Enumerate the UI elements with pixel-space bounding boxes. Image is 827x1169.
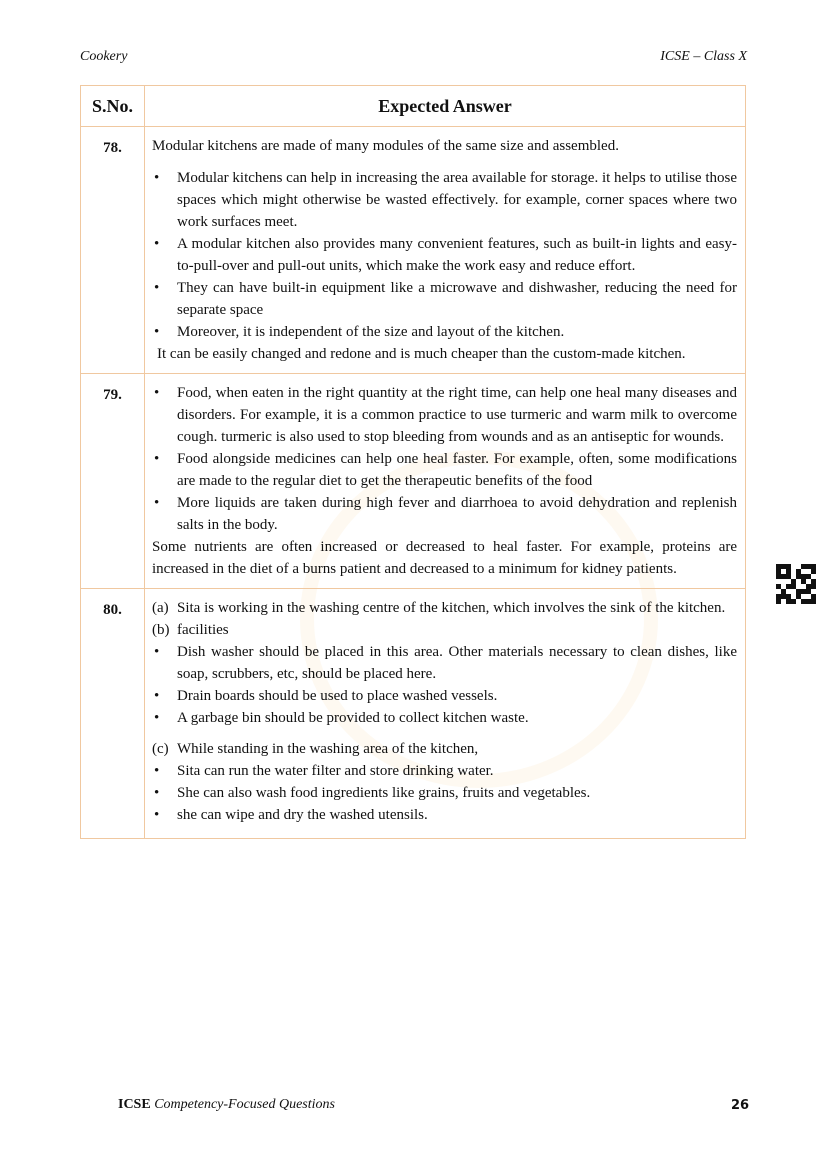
answer-table <box>80 85 746 839</box>
running-header-subject: Cookery <box>80 49 128 64</box>
list-item: • Food, when eaten in the right quantity at the right time, can help one heal many diseases and disorders. For example, it is a common practice to use turmeric and warm milk to overcome cough. turmeric is also used to stop bleeding from wounds and as an antiseptic for wounds. <box>152 382 737 448</box>
list-item: • Moreover, it is independent of the size and layout of the kitchen. <box>152 321 737 343</box>
part-c <box>152 738 737 760</box>
answer-cell <box>145 127 746 374</box>
part-c-label: (c) <box>152 741 169 757</box>
answer-cell <box>145 374 746 589</box>
list-item: • They can have built-in equipment like a microwave and dishwasher, reducing the need for separate space <box>152 277 737 321</box>
part-a-text: Sita is working in the washing centre of the kitchen, which involves the sink of the kitchen. <box>177 600 726 616</box>
list-item: • A garbage bin should be provided to collect kitchen waste. <box>152 707 737 729</box>
part-b-label: (b) <box>152 622 170 638</box>
part-a-label: (a) <box>152 600 169 616</box>
answer-intro: Modular kitchens are made of many modules of the same size and assembled. <box>152 138 619 154</box>
bullet-list <box>152 382 737 536</box>
bullet-list <box>152 641 737 729</box>
qr-code-icon[interactable] <box>776 564 816 604</box>
part-b <box>152 619 737 641</box>
column-header-sno: S.No. <box>81 86 145 127</box>
list-item: • A modular kitchen also provides many convenient features, such as built-in lights and easy-to-pull-over and pull-out units, which make the work easy and reduce effort. <box>152 233 737 277</box>
list-item: • Sita can run the water filter and store drinking water. <box>152 760 737 782</box>
question-number: 78. <box>81 127 145 374</box>
list-item: • More liquids are taken during high fever and diarrhoea to avoid dehydration and replenish salts in the body. <box>152 492 737 536</box>
page-number: 26 <box>731 1098 750 1113</box>
question-number: 80. <box>81 589 145 839</box>
table-row-80 <box>81 589 746 839</box>
table-row-78 <box>81 127 746 374</box>
footer-brand: ICSE <box>118 1097 151 1112</box>
footer-subtitle: Competency-Focused Questions <box>154 1097 335 1112</box>
table-row-79 <box>81 374 746 589</box>
answer-closing: It can be easily changed and redone and is much cheaper than the custom-made kitchen. <box>157 346 686 362</box>
list-item: • Dish washer should be placed in this area. Other materials necessary to clean dishes, like soap, scrubbers, etc, should be placed here. <box>152 641 737 685</box>
question-number: 79. <box>81 374 145 589</box>
list-item: • She can also wash food ingredients like grains, fruits and vegetables. <box>152 782 737 804</box>
bullet-list <box>152 760 737 826</box>
bullet-list <box>152 167 737 343</box>
part-b-text: facilities <box>177 622 229 638</box>
answer-cell <box>145 589 746 839</box>
part-a <box>152 597 737 619</box>
table-header-row <box>81 86 746 127</box>
running-header-class: ICSE – Class X <box>660 49 747 64</box>
column-header-answer: Expected Answer <box>145 86 746 127</box>
list-item: • she can wipe and dry the washed utensils. <box>152 804 737 826</box>
answer-closing: Some nutrients are often increased or decreased to heal faster. For example, proteins are increased in the diet of a burns patient and decreased to a minimum for kidney patients. <box>152 539 737 577</box>
part-c-text: While standing in the washing area of the kitchen, <box>177 741 479 757</box>
list-item: • Modular kitchens can help in increasing the area available for storage. it helps to utilise those spaces which might otherwise be wasted effectively. for example, corner spaces where two work surfaces meet. <box>152 167 737 233</box>
footer-title <box>118 1097 335 1113</box>
list-item: • Drain boards should be used to place washed vessels. <box>152 685 737 707</box>
list-item: • Food alongside medicines can help one heal faster. For example, often, some modifications are made to the regular diet to get the therapeutic benefits of the food <box>152 448 737 492</box>
